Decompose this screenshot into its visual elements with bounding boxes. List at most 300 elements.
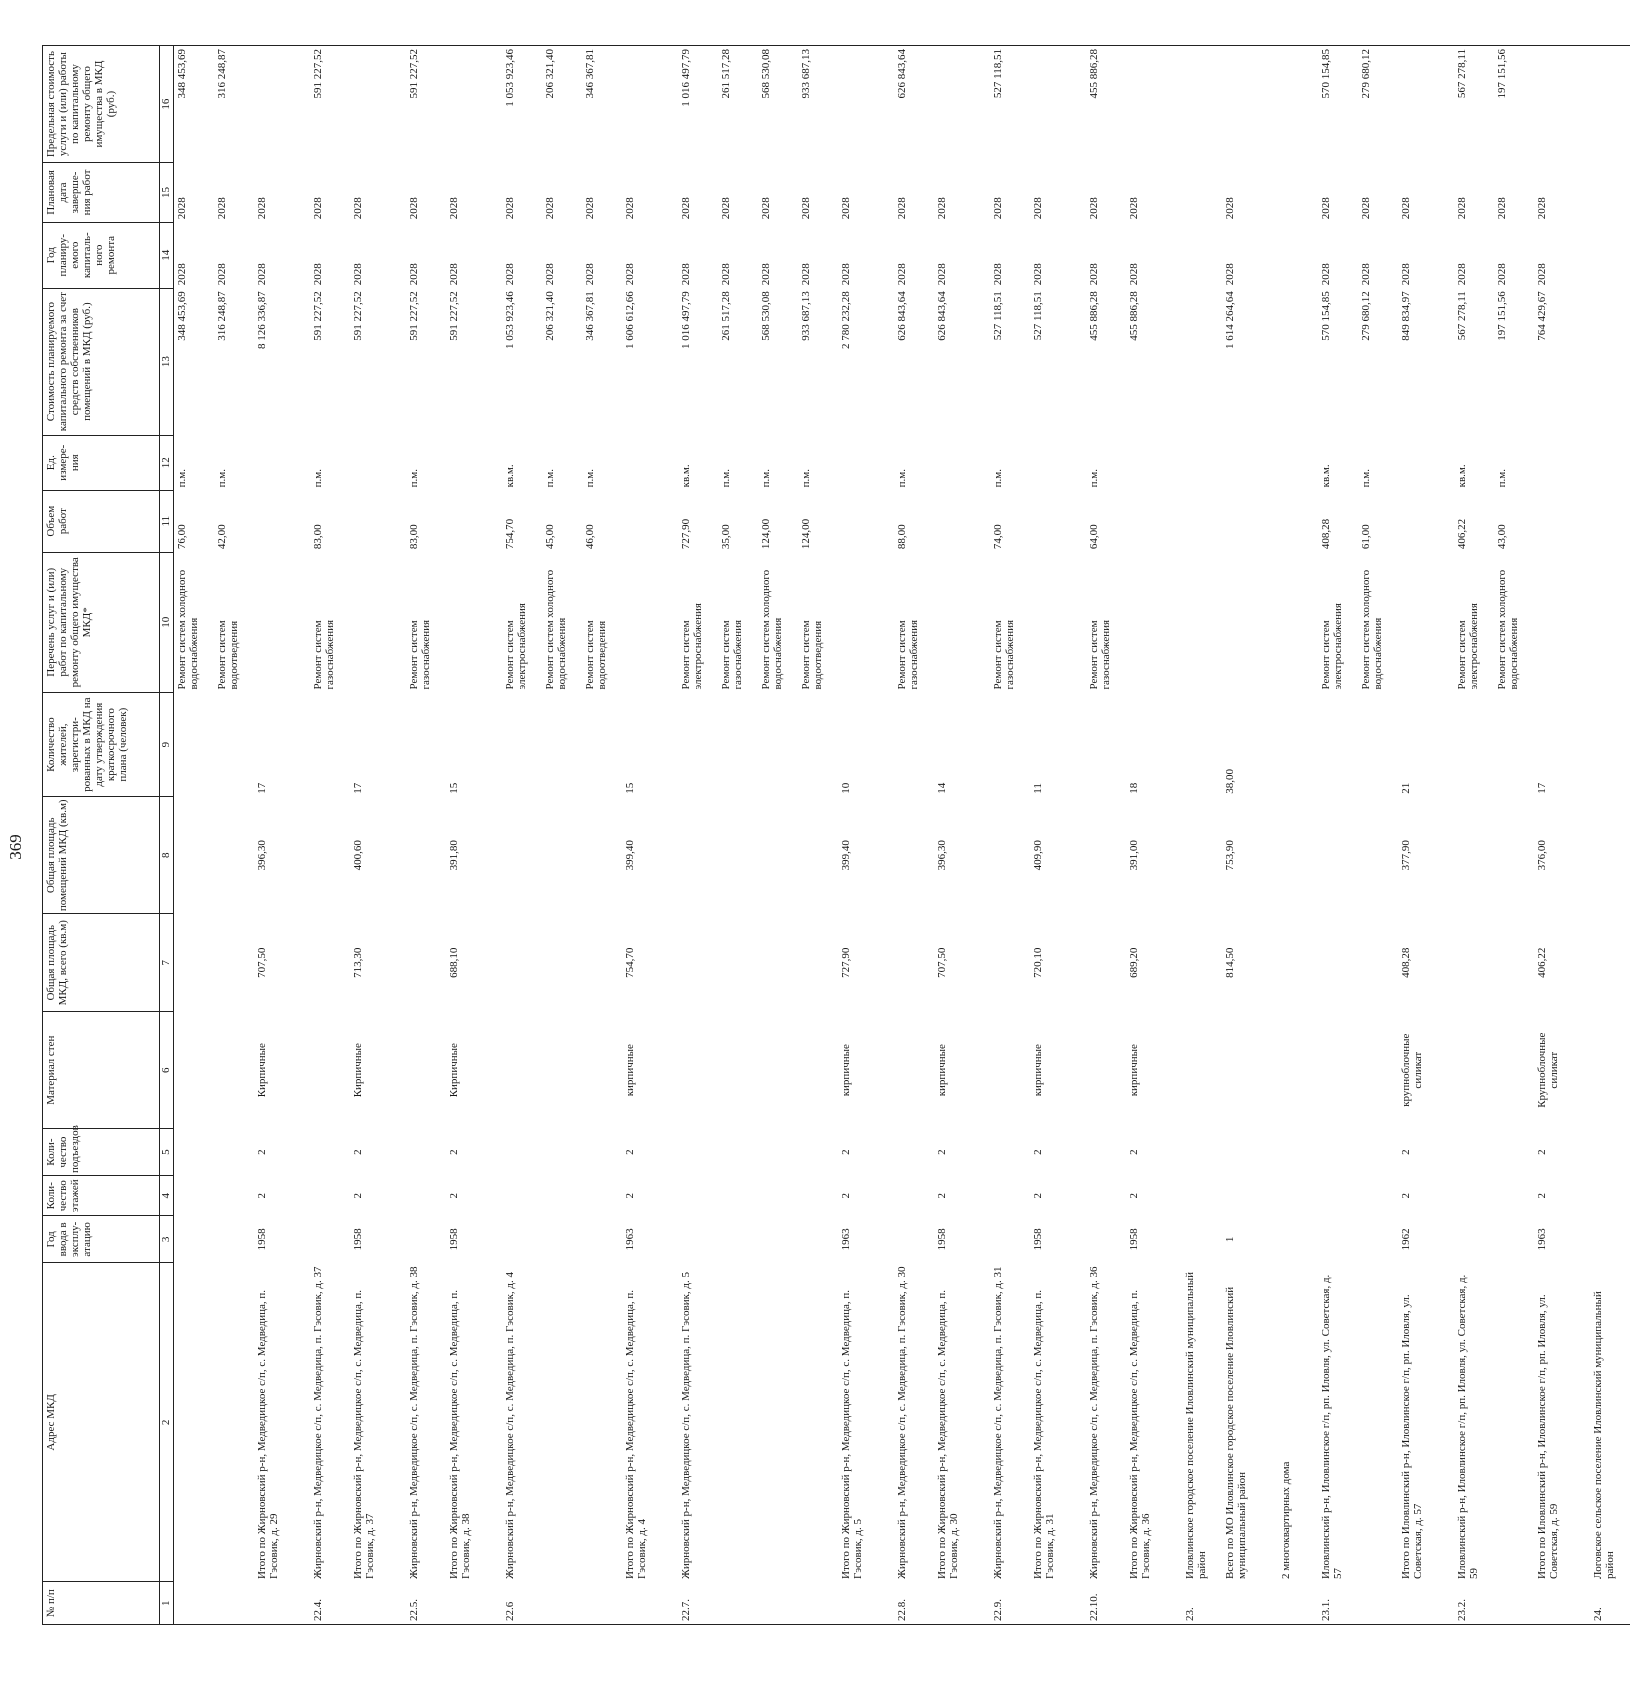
cell-c6 <box>214 1012 254 1129</box>
cell-c5 <box>310 1129 350 1176</box>
cell-c2: Жирновский р-н, Медведицкое с/п, с. Медведица, п. Гэсовик, д. 5 <box>680 1271 692 1579</box>
cell-c16 <box>254 46 310 163</box>
cell-c6: кирпичные <box>1128 1044 1140 1097</box>
cell-c12: п.м. <box>896 469 908 488</box>
cell-c15: 2028 <box>936 197 948 220</box>
cell-c7 <box>894 914 934 1012</box>
cell-c1 <box>718 1582 758 1625</box>
cell-c6: Кирпичные <box>256 1043 268 1098</box>
cell-c3 <box>1454 1216 1494 1263</box>
cell-c11 <box>446 490 502 552</box>
cell-c16: 261 517,28 <box>718 46 758 163</box>
cell-c14 <box>1278 222 1318 288</box>
column-number: 11 <box>160 490 174 552</box>
cell-c3: 1958 <box>1032 1228 1044 1251</box>
cell-c16 <box>1534 46 1590 163</box>
cell-c13: 527 118,51 <box>1032 291 1044 341</box>
cell-c8 <box>542 797 582 914</box>
cell-c12: п.м. <box>408 469 420 488</box>
cell-c10 <box>446 552 502 692</box>
cell-c8: 391,80 <box>448 840 460 871</box>
cell-c15: 2028 <box>352 197 364 220</box>
cell-c11 <box>622 490 678 552</box>
cell-c8 <box>406 797 446 914</box>
cell-c15: 2028 <box>1320 197 1332 220</box>
cell-c8 <box>1182 797 1222 914</box>
cell-c9 <box>1318 693 1358 797</box>
cell-c7: 814,50 <box>1224 947 1236 978</box>
cell-c11 <box>1030 490 1086 552</box>
column-number: 14 <box>160 222 174 288</box>
cell-c11: 35,00 <box>720 524 732 550</box>
cell-c14: 2028 <box>936 263 948 286</box>
cell-c1: 22.10. <box>1086 1582 1126 1625</box>
cell-c15: 2028 <box>312 197 324 220</box>
cell-c11 <box>1182 490 1222 552</box>
cell-c6: Крупноблочные силикат <box>1536 1032 1560 1108</box>
column-number: 16 <box>160 46 174 163</box>
cell-c6 <box>174 1012 215 1129</box>
cell-c6 <box>542 1012 582 1129</box>
cell-c7 <box>1182 914 1222 1012</box>
cell-c12: п.м. <box>800 469 812 488</box>
table-row <box>1358 46 1398 1625</box>
cell-c4 <box>718 1176 758 1216</box>
cell-c13 <box>1182 288 1222 435</box>
cell-c15 <box>1590 163 1630 223</box>
cell-c7 <box>1358 914 1398 1012</box>
cell-c7: 727,90 <box>840 947 852 978</box>
cell-c16 <box>1126 46 1182 163</box>
cell-c1 <box>1030 1582 1086 1625</box>
cell-c1 <box>1126 1582 1182 1625</box>
cell-c8 <box>718 797 758 914</box>
cell-c7 <box>758 914 798 1012</box>
cell-c8 <box>1278 797 1318 914</box>
cell-c14: 2028 <box>1224 263 1236 286</box>
cell-c10 <box>1590 552 1630 692</box>
cell-c12 <box>838 435 894 490</box>
cell-c10: Ремонт систем электроснабжения <box>680 603 704 690</box>
cell-c3: 1 <box>1224 1236 1236 1243</box>
column-number: 12 <box>160 435 174 490</box>
cell-c3 <box>1086 1216 1126 1263</box>
cell-c12 <box>446 435 502 490</box>
cell-c1 <box>446 1582 502 1625</box>
cell-c10: Ремонт систем холодного водоснабжения <box>1496 569 1520 690</box>
cell-c10: Ремонт систем электроснабжения <box>1320 603 1344 690</box>
cell-c9 <box>406 693 446 797</box>
cell-c9 <box>582 693 622 797</box>
column-number: 7 <box>160 914 174 1012</box>
cell-c5: 2 <box>352 1149 364 1155</box>
cell-c6 <box>582 1012 622 1129</box>
cell-c9 <box>1454 693 1494 797</box>
cell-c5 <box>894 1129 934 1176</box>
cell-c13: 568 530,08 <box>760 291 772 341</box>
table-row <box>1494 46 1534 1625</box>
cell-c1 <box>1534 1582 1590 1625</box>
table-row <box>1086 46 1126 1625</box>
cell-c14: 2028 <box>256 263 268 286</box>
capital-repair-table <box>42 45 1630 1625</box>
cell-c13: 346 367,81 <box>584 291 596 341</box>
cell-c15: 2028 <box>896 197 908 220</box>
cell-c2: Жирновский р-н, Медведицкое с/п, с. Медведица, п. Гэсовик, д. 30 <box>896 1266 908 1579</box>
cell-c16: 567 278,11 <box>1454 46 1494 163</box>
cell-c14: 2028 <box>896 263 908 286</box>
cell-c13: 1 606 612,66 <box>624 291 636 349</box>
cell-c4 <box>502 1176 542 1216</box>
cell-c8 <box>582 797 622 914</box>
cell-c4: 2 <box>840 1192 852 1199</box>
cell-c6: крупноблочные силикат <box>1400 1033 1424 1107</box>
cell-c6: Кирпичные <box>352 1043 364 1098</box>
cell-c13: 1 614 264,64 <box>1224 291 1236 349</box>
column-number: 10 <box>160 552 174 692</box>
cell-c3 <box>174 1216 215 1263</box>
cell-c9 <box>1590 693 1630 797</box>
cell-c12 <box>1398 435 1454 490</box>
cell-c13: 764 429,67 <box>1536 291 1548 341</box>
cell-c6: кирпичные <box>936 1044 948 1097</box>
cell-c15: 2028 <box>256 197 268 220</box>
cell-c11 <box>1590 490 1630 552</box>
cell-c5 <box>214 1129 254 1176</box>
cell-c4 <box>1494 1176 1534 1216</box>
cell-c13 <box>1278 288 1318 435</box>
cell-c16: 206 321,40 <box>542 46 582 163</box>
cell-c15: 2028 <box>504 197 516 220</box>
cell-c1 <box>582 1582 622 1625</box>
cell-c5 <box>1358 1129 1398 1176</box>
cell-c4 <box>214 1176 254 1216</box>
cell-c8: 377,90 <box>1400 840 1412 871</box>
cell-c4 <box>798 1176 838 1216</box>
cell-c8 <box>990 797 1030 914</box>
cell-c4 <box>174 1176 215 1216</box>
cell-c12 <box>350 435 406 490</box>
cell-c11: 124,00 <box>800 518 812 550</box>
cell-c2 <box>174 1263 215 1582</box>
cell-c13: 933 687,13 <box>800 291 812 341</box>
cell-c9 <box>894 693 934 797</box>
column-number-row <box>160 46 174 1625</box>
table-row <box>310 46 350 1625</box>
cell-c4 <box>758 1176 798 1216</box>
cell-c9 <box>1086 693 1126 797</box>
table-body <box>174 46 1630 1625</box>
cell-c6 <box>310 1012 350 1129</box>
cell-c3: 1958 <box>1128 1228 1140 1251</box>
cell-c5 <box>758 1129 798 1176</box>
cell-c5 <box>718 1129 758 1176</box>
header-row <box>43 46 160 1625</box>
cell-c11 <box>1126 490 1182 552</box>
table-row <box>502 46 542 1625</box>
cell-c16 <box>1278 46 1318 163</box>
cell-c10 <box>350 552 406 692</box>
cell-c5 <box>406 1129 446 1176</box>
header-cell: Плановая дата заверше-ния работ <box>43 163 160 223</box>
cell-c2: Итого по Жирновский р-н, Медведицкое с/п, с. Медведица, п. Гэсовик, д. 31 <box>1032 1289 1056 1579</box>
cell-c10 <box>1030 552 1086 692</box>
table-row <box>718 46 758 1625</box>
cell-c11 <box>1398 490 1454 552</box>
cell-c7 <box>798 914 838 1012</box>
cell-c16: 933 687,13 <box>798 46 838 163</box>
cell-c14: 2028 <box>448 263 460 286</box>
cell-c12: п.м. <box>544 469 556 488</box>
cell-c7: 406,22 <box>1536 947 1548 978</box>
cell-c4 <box>1278 1176 1318 1216</box>
cell-c3: 1958 <box>256 1228 268 1251</box>
cell-c12 <box>1030 435 1086 490</box>
cell-c12 <box>622 435 678 490</box>
cell-c1: 23.1. <box>1318 1582 1358 1625</box>
cell-c13: 197 151,56 <box>1496 291 1508 341</box>
cell-c2: Иловлинское городское поселение Иловлинский муниципальный район <box>1184 1271 1208 1579</box>
cell-c10 <box>1182 552 1222 692</box>
cell-c6: кирпичные <box>840 1044 852 1097</box>
cell-c10: Ремонт систем газоснабжения <box>1088 619 1112 690</box>
cell-c6 <box>1358 1012 1398 1129</box>
cell-c2: Итого по Жирновский р-н, Медведицкое с/п, с. Медведица, п. Гэсовик, д. 5 <box>840 1289 864 1579</box>
cell-c9: 14 <box>936 782 948 794</box>
header-cell: Предельная стоимость услуги и (или) работы по капитальному ремонту общего имущества в МКД (руб.) <box>43 46 160 163</box>
cell-c8 <box>310 797 350 914</box>
cell-c16 <box>446 46 502 163</box>
cell-c14: 2028 <box>216 263 228 286</box>
cell-c14: 2028 <box>1536 263 1548 286</box>
cell-c15: 2028 <box>680 197 692 220</box>
table-row <box>542 46 582 1625</box>
cell-c5: 2 <box>1032 1149 1044 1155</box>
cell-c9 <box>1182 693 1222 797</box>
cell-c11: 124,00 <box>760 518 772 550</box>
cell-c2: Логовское сельское поселение Иловлинский муниципальный район <box>1592 1291 1616 1579</box>
cell-c1 <box>622 1582 678 1625</box>
cell-c13: 348 453,69 <box>176 291 188 341</box>
page-number: 369 <box>6 834 25 860</box>
cell-c10: Ремонт систем электроснабжения <box>1456 603 1480 690</box>
cell-c4 <box>1454 1176 1494 1216</box>
table-row <box>1182 46 1222 1625</box>
cell-c8: 409,90 <box>1032 840 1044 871</box>
cell-c16 <box>1222 46 1278 163</box>
cell-c6 <box>1086 1012 1126 1129</box>
cell-c7 <box>1590 914 1630 1012</box>
cell-c16: 626 843,64 <box>894 46 934 163</box>
cell-c10 <box>622 552 678 692</box>
cell-c8: 753,90 <box>1224 840 1236 871</box>
cell-c12: п.м. <box>584 469 596 488</box>
cell-c1 <box>934 1582 990 1625</box>
column-number: 8 <box>160 797 174 914</box>
cell-c15: 2028 <box>1360 197 1372 220</box>
cell-c5 <box>1086 1129 1126 1176</box>
cell-c14: 2028 <box>624 263 636 286</box>
cell-c12: кв.м. <box>1456 464 1468 488</box>
cell-c5 <box>1454 1129 1494 1176</box>
cell-c5 <box>542 1129 582 1176</box>
cell-c12: кв.м. <box>504 464 516 488</box>
cell-c10: Ремонт систем электроснабжения <box>504 603 528 690</box>
cell-c14: 2028 <box>800 263 812 286</box>
header-cell: Перечень услуг и (или) работ по капитальному ремонту общего имущества МКД* <box>43 552 160 692</box>
cell-c3 <box>1590 1216 1630 1263</box>
cell-c16: 1 016 497,79 <box>678 46 718 163</box>
cell-c14: 2028 <box>1496 263 1508 286</box>
cell-c8 <box>798 797 838 914</box>
cell-c15: 2028 <box>1088 197 1100 220</box>
column-number: 1 <box>160 1582 174 1625</box>
cell-c2 <box>542 1263 582 1582</box>
cell-c2 <box>798 1263 838 1582</box>
header-cell: Ед. измере-ния <box>43 435 160 490</box>
cell-c7: 689,20 <box>1128 947 1140 978</box>
cell-c8 <box>758 797 798 914</box>
cell-c15: 2028 <box>1496 197 1508 220</box>
cell-c7: 754,70 <box>624 947 636 978</box>
cell-c1 <box>254 1582 310 1625</box>
cell-c3 <box>1494 1216 1534 1263</box>
cell-c5 <box>1278 1129 1318 1176</box>
cell-c8: 396,30 <box>256 840 268 871</box>
cell-c16: 591 227,52 <box>406 46 446 163</box>
cell-c15: 2028 <box>448 197 460 220</box>
cell-c7: 688,10 <box>448 947 460 978</box>
cell-c6 <box>1182 1012 1222 1129</box>
cell-c11 <box>1278 490 1318 552</box>
column-number: 9 <box>160 693 174 797</box>
header-cell: Объем работ <box>43 490 160 552</box>
cell-c12 <box>1534 435 1590 490</box>
cell-c15: 2028 <box>1128 197 1140 220</box>
cell-c8 <box>894 797 934 914</box>
cell-c8 <box>1358 797 1398 914</box>
cell-c13: 1 016 497,79 <box>680 291 692 349</box>
cell-c9: 10 <box>840 782 852 794</box>
cell-c3 <box>542 1216 582 1263</box>
cell-c4 <box>1182 1176 1222 1216</box>
cell-c8 <box>1086 797 1126 914</box>
cell-c3 <box>1318 1216 1358 1263</box>
cell-c13: 316 248,87 <box>216 291 228 341</box>
cell-c6 <box>1318 1012 1358 1129</box>
cell-c5 <box>1318 1129 1358 1176</box>
cell-c12: п.м. <box>312 469 324 488</box>
table-row <box>1590 46 1630 1625</box>
cell-c4 <box>894 1176 934 1216</box>
cell-c16: 591 227,52 <box>310 46 350 163</box>
cell-c2 <box>1494 1263 1534 1582</box>
cell-c8: 399,40 <box>840 840 852 871</box>
cell-c9: 38,00 <box>1224 769 1236 794</box>
cell-c16 <box>1182 46 1222 163</box>
cell-c11: 406,22 <box>1456 518 1468 550</box>
cell-c9 <box>1358 693 1398 797</box>
cell-c9: 18 <box>1128 782 1140 794</box>
cell-c10: Ремонт систем холодного водоснабжения <box>1360 569 1384 690</box>
header-cell: Стоимость планируемого капитального ремонта за счет средств собственников помещений в МКД (руб.) <box>43 288 160 435</box>
cell-c4 <box>406 1176 446 1216</box>
table-row <box>406 46 446 1625</box>
cell-c6: Кирпичные <box>448 1043 460 1098</box>
cell-c13: 206 321,40 <box>544 291 556 341</box>
cell-c15: 2028 <box>1400 197 1412 220</box>
cell-c4: 2 <box>256 1192 268 1199</box>
cell-c11: 74,00 <box>992 524 1004 550</box>
cell-c14: 2028 <box>504 263 516 286</box>
cell-c7 <box>214 914 254 1012</box>
cell-c7 <box>174 914 215 1012</box>
cell-c15: 2028 <box>408 197 420 220</box>
cell-c6 <box>678 1012 718 1129</box>
cell-c14: 2028 <box>408 263 420 286</box>
cell-c8: 396,30 <box>936 840 948 871</box>
cell-c13: 591 227,52 <box>408 291 420 341</box>
table-row <box>798 46 838 1625</box>
cell-c16: 527 118,51 <box>990 46 1030 163</box>
cell-c10: Ремонт систем водоотведения <box>800 620 824 690</box>
cell-c5 <box>1590 1129 1630 1176</box>
cell-c5 <box>1222 1129 1278 1176</box>
cell-c10 <box>1278 552 1318 692</box>
cell-c16: 348 453,69 <box>174 46 215 163</box>
cell-c15: 2028 <box>760 197 772 220</box>
cell-c2: Всего по МО Иловлинское городское поселение Иловлинский муниципальный район <box>1224 1286 1248 1579</box>
cell-c11: 64,00 <box>1088 524 1100 550</box>
table-row <box>1454 46 1494 1625</box>
cell-c15: 2028 <box>176 197 188 220</box>
cell-c9 <box>798 693 838 797</box>
cell-c5: 2 <box>1400 1149 1412 1155</box>
cell-c5: 2 <box>256 1149 268 1155</box>
cell-c5: 2 <box>624 1149 636 1155</box>
column-number: 13 <box>160 288 174 435</box>
cell-c3: 1963 <box>1536 1228 1548 1251</box>
cell-c14: 2028 <box>1128 263 1140 286</box>
table-total-row <box>254 46 310 1625</box>
table-row <box>758 46 798 1625</box>
cell-c1 <box>1494 1582 1534 1625</box>
cell-c2: Жирновский р-н, Медведицкое с/п, с. Медведица, п. Гэсовик, д. 4 <box>504 1271 516 1579</box>
cell-c14: 2028 <box>352 263 364 286</box>
cell-c4: 2 <box>352 1192 364 1199</box>
cell-c2: Итого по Иловлинский р-н, Иловлинское г/п, рп. Иловля, ул. Советская, д. 57 <box>1400 1294 1424 1579</box>
cell-c2 <box>758 1263 798 1582</box>
cell-c9: 15 <box>624 782 636 794</box>
cell-c7: 713,30 <box>352 947 364 978</box>
cell-c9 <box>1494 693 1534 797</box>
cell-c1: 22.6 <box>502 1582 542 1625</box>
cell-c11: 43,00 <box>1496 524 1508 550</box>
cell-c12 <box>254 435 310 490</box>
cell-c5 <box>502 1129 542 1176</box>
cell-c8: 376,00 <box>1536 840 1548 871</box>
cell-c7 <box>678 914 718 1012</box>
cell-c10: Ремонт систем газоснабжения <box>992 619 1016 690</box>
cell-c13: 626 843,64 <box>896 291 908 341</box>
cell-c11: 45,00 <box>544 524 556 550</box>
cell-c2: Жирновский р-н, Медведицкое с/п, с. Медведица, п. Гэсовик, д. 31 <box>992 1266 1004 1579</box>
cell-c8 <box>1494 797 1534 914</box>
cell-c3 <box>502 1216 542 1263</box>
cell-c1 <box>1398 1582 1454 1625</box>
cell-c6 <box>758 1012 798 1129</box>
cell-c5 <box>990 1129 1030 1176</box>
